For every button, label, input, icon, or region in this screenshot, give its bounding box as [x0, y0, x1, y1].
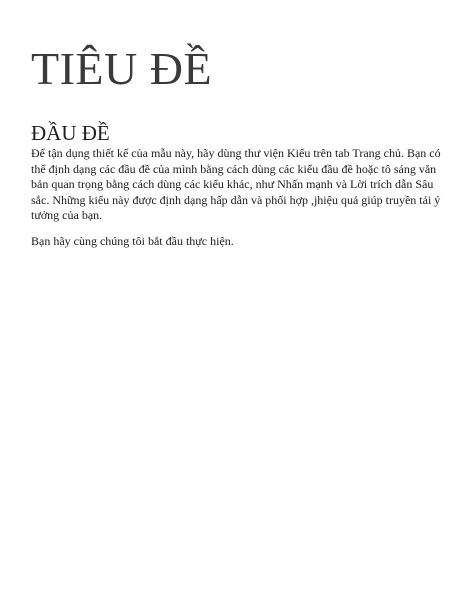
body-paragraph-1[interactable]: Để tận dụng thiết kế của mẫu này, hãy dùng thư viện Kiểu trên tab Trang chủ. Bạn có thể định dạng các đầu đề của mình bằng cách dùng các kiểu đầu đề hoặc tô sáng văn bản quan trọng bằng cách dùng các kiểu khác, như Nhấn mạnh và Lời trích dẫn Sâu sắc. Những kiểu này được định dạng hấp dẫn và phối hợp ,jhiệu quả giúp truyền tải ý tưởng của bạn. [31, 146, 441, 222]
body-paragraph-2[interactable]: Bạn hãy cùng chúng tôi bắt đầu thực hiện. [31, 233, 234, 248]
document-heading[interactable]: ĐẦU ĐỀ [31, 121, 110, 145]
document-title[interactable]: TIÊU ĐỀ [31, 43, 213, 94]
